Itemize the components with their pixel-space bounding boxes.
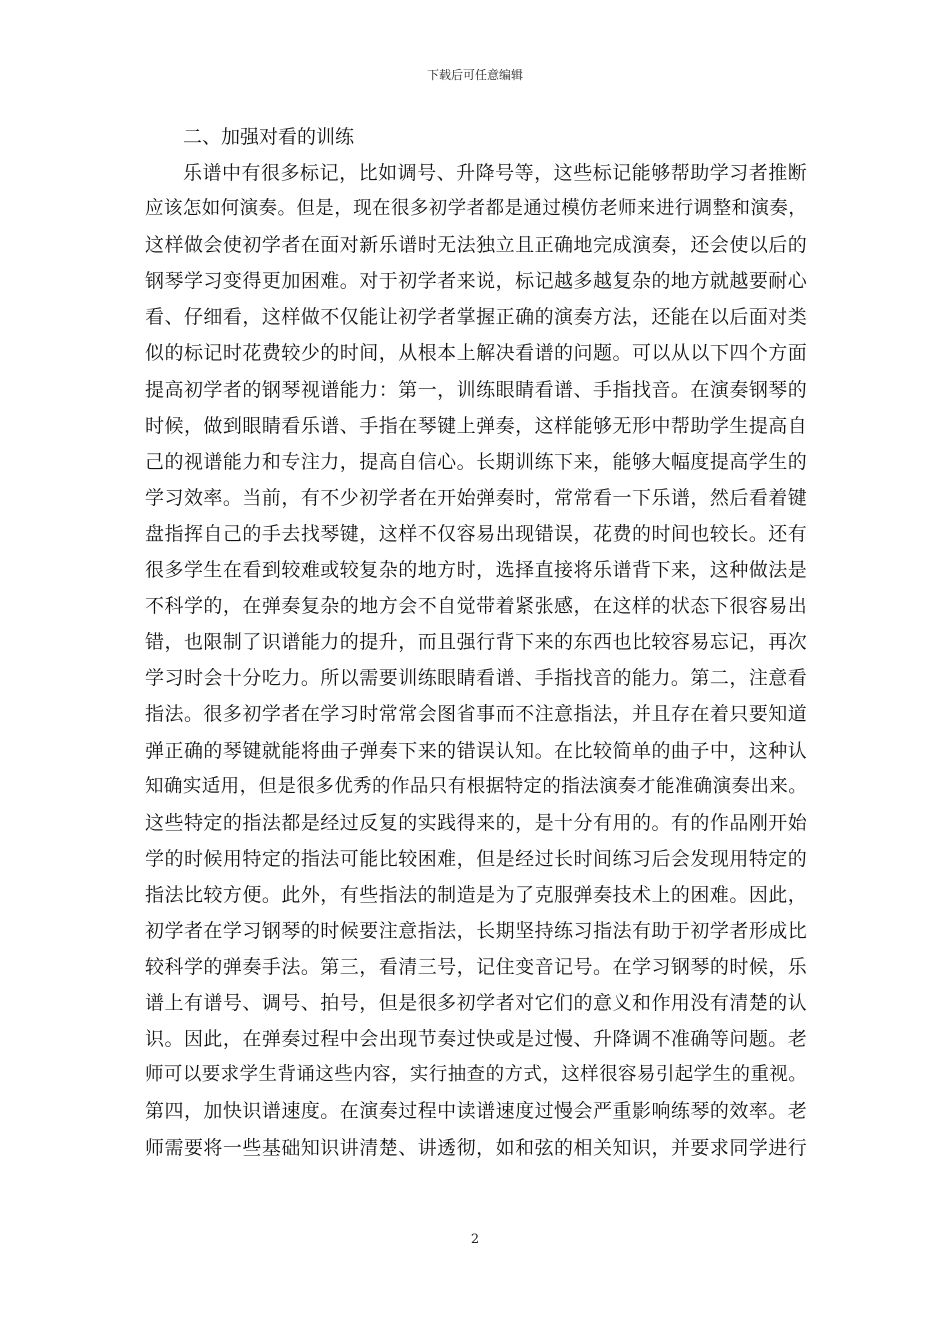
text-line: 提高初学者的钢琴视谱能力：第一，训练眼睛看谱、手指找音。在演奏钢琴的 bbox=[145, 378, 807, 401]
body-paragraph bbox=[145, 155, 807, 1166]
text-line: 应该怎如何演奏。但是，现在很多初学者都是通过模仿老师来进行调整和演奏， bbox=[145, 198, 807, 220]
text-line: 时候，做到眼睛看乐谱、手指在琴键上弹奏，这样能够无形中帮助学生提高自 bbox=[145, 414, 807, 437]
text-line: 钢琴学习变得更加困难。对于初学者来说，标记越多越复杂的地方就越要耐心 bbox=[145, 270, 807, 293]
text-line: 第四，加快识谱速度。在演奏过程中读谱速度过慢会严重影响练琴的效率。老 bbox=[145, 1100, 807, 1123]
text-line: 学习时会十分吃力。所以需要训练眼睛看谱、手指找音的能力。第二，注意看 bbox=[145, 667, 807, 690]
text-line: 指法比较方便。此外，有些指法的制造是为了克服弹奏技术上的困难。因此， bbox=[145, 883, 807, 906]
text-line: 师需要将一些基础知识讲清楚、讲透彻，如和弦的相关知识，并要求同学进行 bbox=[145, 1136, 807, 1159]
text-line: 谱上有谱号、调号、拍号，但是很多初学者对它们的意义和作用没有清楚的认 bbox=[145, 992, 807, 1015]
text-line: 这样做会使初学者在面对新乐谱时无法独立且正确地完成演奏，还会使以后的 bbox=[145, 234, 807, 257]
text-line: 乐谱中有很多标记，比如调号、升降号等，这些标记能够帮助学习者推断 bbox=[183, 162, 807, 184]
page-content bbox=[145, 119, 807, 1166]
text-line: 学的时候用特定的指法可能比较困难，但是经过长时间练习后会发现用特定的 bbox=[145, 847, 807, 870]
section-heading: 二、加强对看的训练 bbox=[183, 126, 355, 148]
text-line: 较科学的弹奏手法。第三，看清三号，记住变音记号。在学习钢琴的时候，乐 bbox=[145, 956, 807, 979]
text-line: 学习效率。当前，有不少初学者在开始弹奏时，常常看一下乐谱，然后看着键 bbox=[145, 486, 807, 509]
text-line: 师可以要求学生背诵这些内容，实行抽查的方式，这样很容易引起学生的重视。 bbox=[145, 1064, 807, 1086]
text-line: 己的视谱能力和专注力，提高自信心。长期训练下来，能够大幅度提高学生的 bbox=[145, 450, 807, 473]
text-line: 盘指挥自己的手去找琴键，这样不仅容易出现错误，花费的时间也较长。还有 bbox=[145, 522, 807, 545]
text-line: 似的标记时花费较少的时间，从根本上解决看谱的问题。可以从以下四个方面 bbox=[145, 342, 807, 365]
text-line: 错，也限制了识谱能力的提升，而且强行背下来的东西也比较容易忘记，再次 bbox=[145, 631, 807, 654]
text-line: 指法。很多初学者在学习时常常会图省事而不注意指法，并且存在着只要知道 bbox=[145, 703, 807, 726]
page-header: 下载后可任意编辑 bbox=[426, 68, 523, 82]
page-number: 2 bbox=[470, 1232, 480, 1247]
text-line: 识。因此，在弹奏过程中会出现节奏过快或是过慢、升降调不准确等问题。老 bbox=[145, 1028, 807, 1051]
text-line: 弹正确的琴键就能将曲子弹奏下来的错误认知。在比较简单的曲子中，这种认 bbox=[145, 739, 807, 762]
text-line: 很多学生在看到较难或较复杂的地方时，选择直接将乐谱背下来，这种做法是 bbox=[145, 559, 807, 582]
text-line: 初学者在学习钢琴的时候要注意指法，长期坚持练习指法有助于初学者形成比 bbox=[145, 919, 807, 942]
text-line: 不科学的，在弹奏复杂的地方会不自觉带着紧张感，在这样的状态下很容易出 bbox=[145, 595, 807, 618]
text-line: 这些特定的指法都是经过反复的实践得来的，是十分有用的。有的作品刚开始 bbox=[145, 811, 807, 834]
text-line: 看、仔细看，这样做不仅能让初学者掌握正确的演奏方法，还能在以后面对类 bbox=[145, 306, 807, 329]
text-line: 知确实适用，但是很多优秀的作品只有根据特定的指法演奏才能准确演奏出来。 bbox=[145, 775, 807, 797]
